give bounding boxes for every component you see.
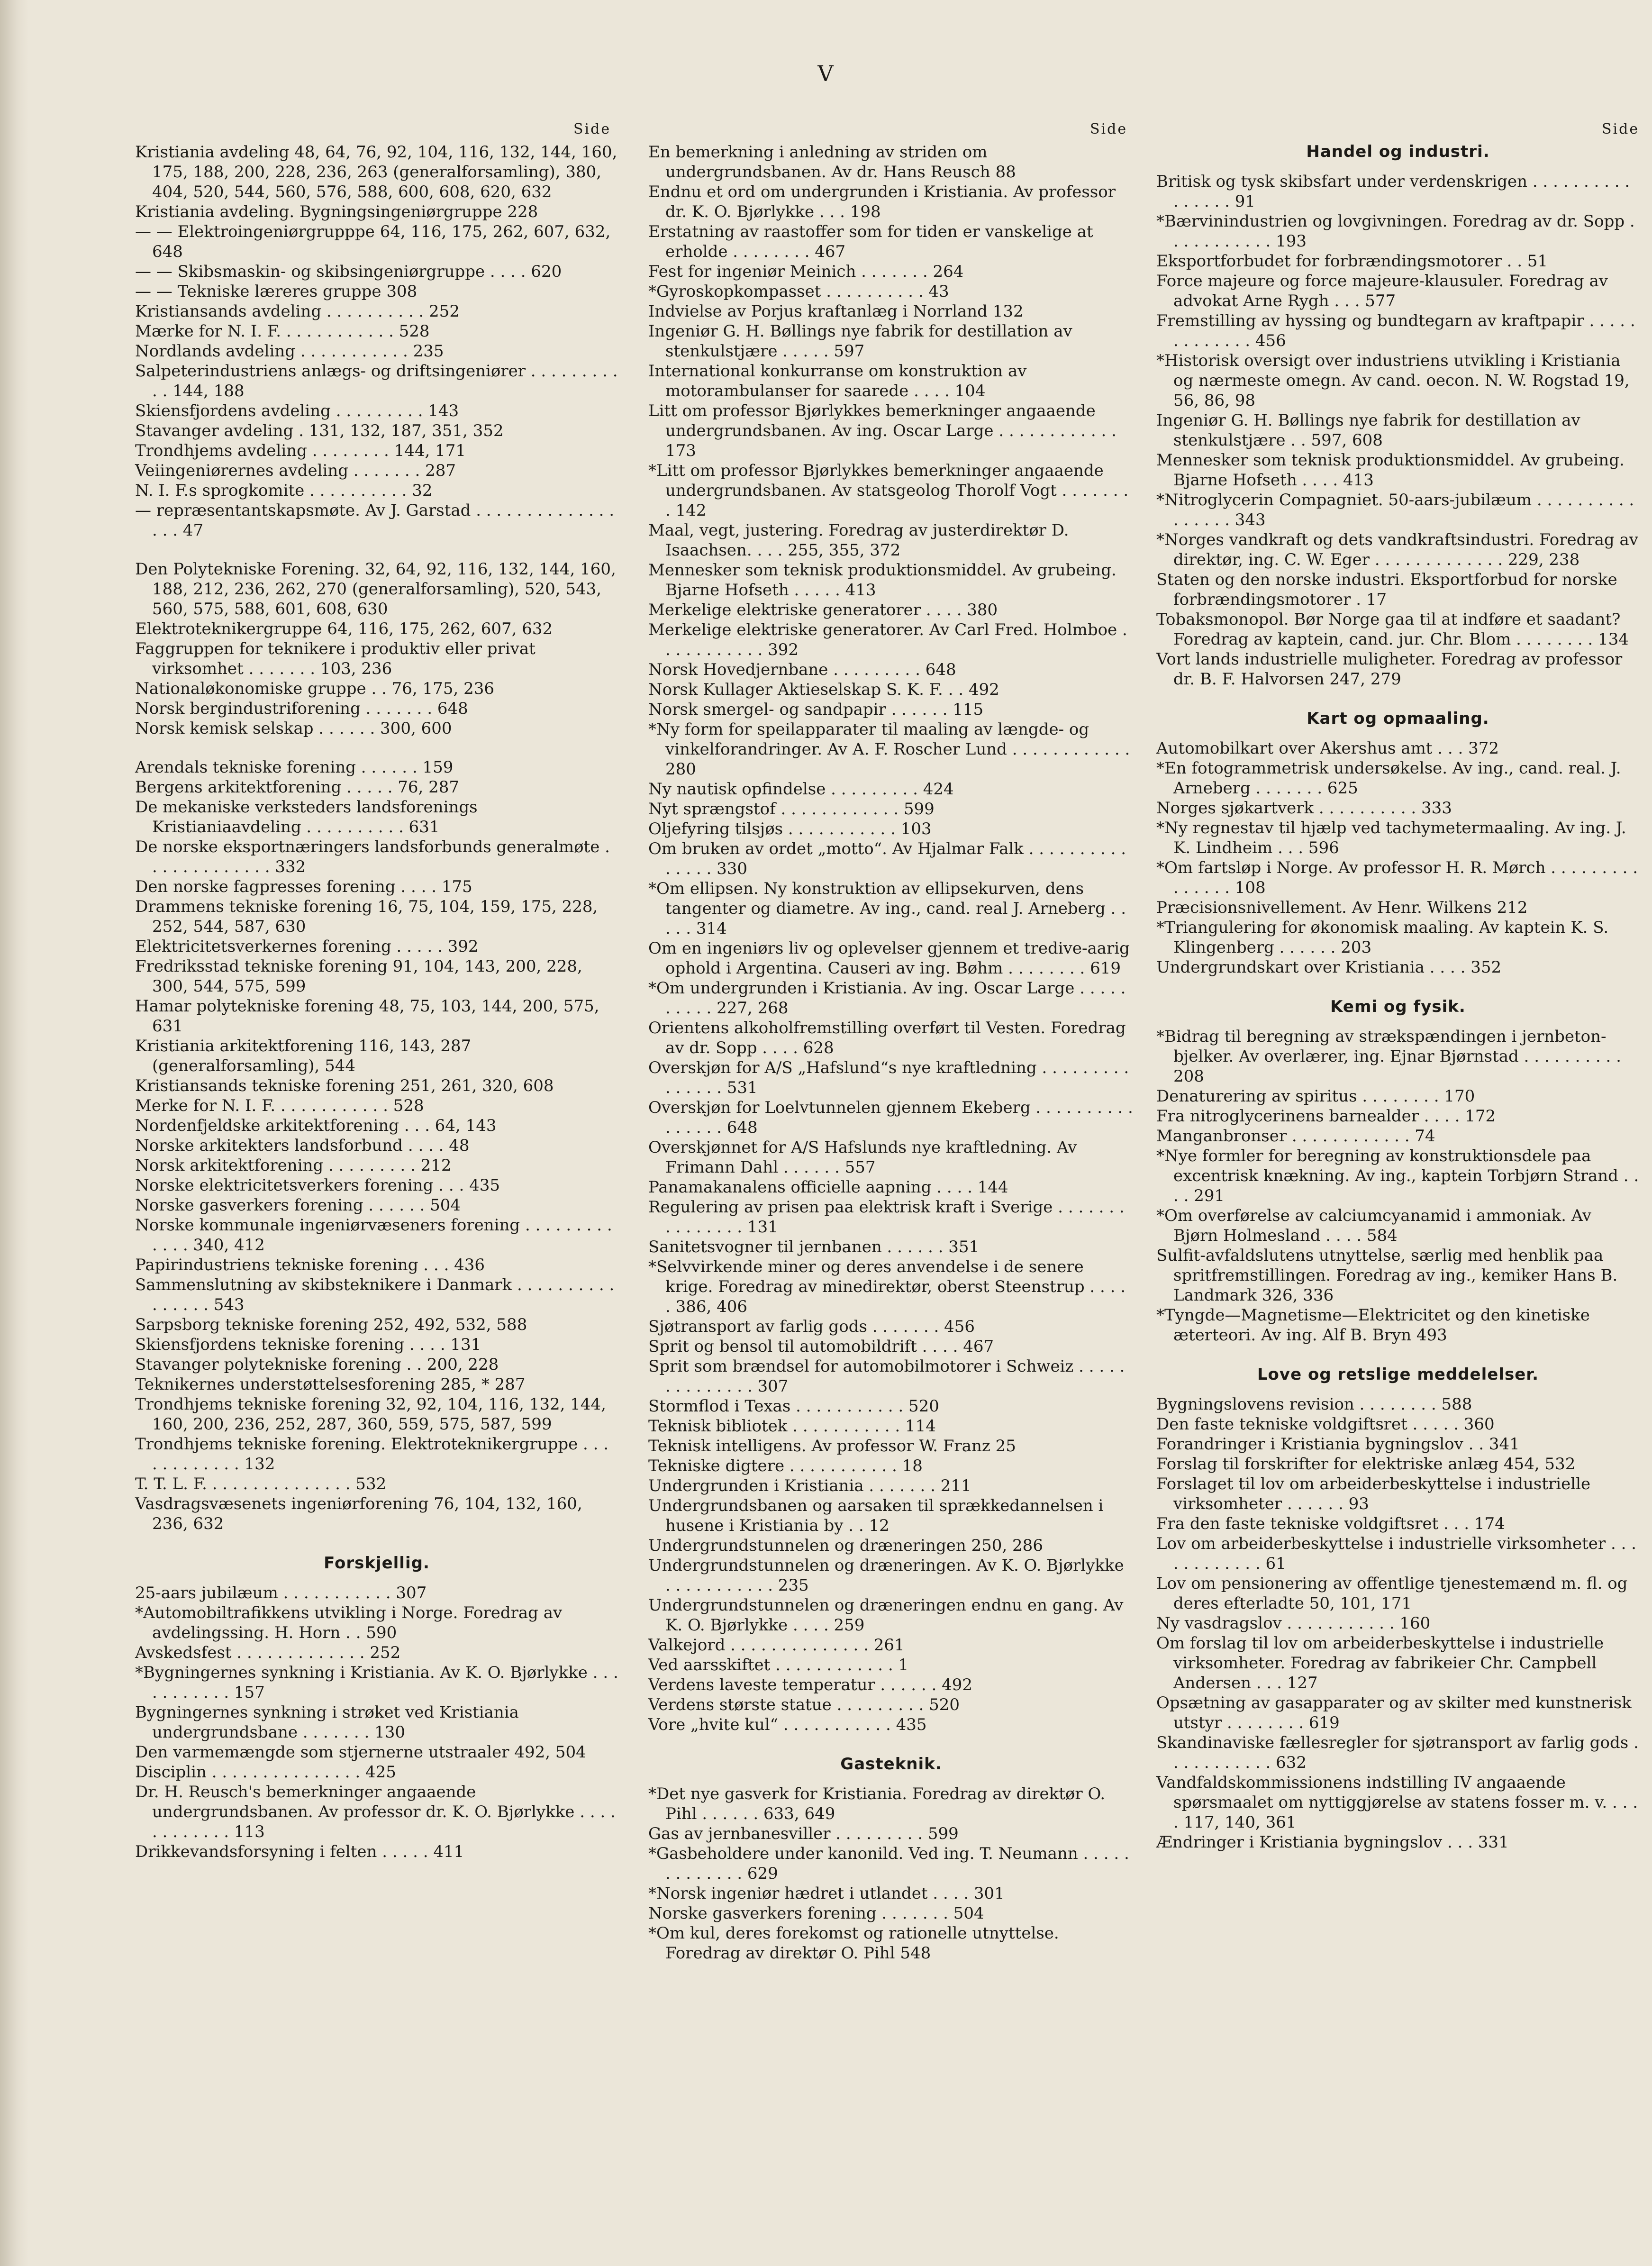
index-entry: Merkelige elektriske generatorer. Av Carl Fred. Holmboe . . . . . . . . . . . 392 <box>648 620 1127 659</box>
index-entry: *Selvvirkende miner og deres anvendelse i de senere krige. Foredrag av minedirektør, oberst Steenstrup . . . . . 386, 406 <box>648 1257 1126 1316</box>
index-entry: *Tyngde—Magnetisme—Elektricitet og den kinetiske æterteori. Av ing. Alf B. Bryn 493 <box>1156 1306 1590 1345</box>
index-entry: Valkejord . . . . . . . . . . . . . . 261 <box>648 1636 905 1655</box>
side-label-col-3: Side <box>1602 121 1640 137</box>
index-entry: De mekaniske verksteders landsforenings Kristianiaavdeling . . . . . . . . . . 631 <box>135 798 478 837</box>
index-entry: Bygningernes synkning i strøket ved Kristiania undergrundsbane . . . . . . . 130 <box>135 1703 519 1742</box>
index-entry: Manganbronser . . . . . . . . . . . . 74 <box>1156 1127 1435 1146</box>
index-entry: Faggruppen for teknikere i produktiv eller privat virksomhet . . . . . . . 103, 236 <box>135 639 536 678</box>
index-entry: Fremstilling av hyssing og bundtegarn av kraftpapir . . . . . . . . . . . . . 456 <box>1156 311 1635 350</box>
index-entry: *Om overførelse av calciumcyanamid i ammoniak. Av Bjørn Holmesland . . . . 584 <box>1156 1206 1592 1245</box>
index-entry: Trondhjems avdeling . . . . . . . . 144, 171 <box>135 441 466 460</box>
index-entry: Ved aarsskiftet . . . . . . . . . . . . 1 <box>648 1656 909 1674</box>
index-entry: Bergens arkitektforening . . . . . 76, 287 <box>135 778 459 797</box>
index-entry: Drikkevandsforsyning i felten . . . . . 411 <box>135 1842 464 1861</box>
index-entry: Norsk kemisk selskap . . . . . . 300, 600 <box>135 719 452 738</box>
index-entry: Britisk og tysk skibsfart under verdenskrigen . . . . . . . . . . . . . . . . 91 <box>1156 172 1630 211</box>
index-entry: Oljefyring tilsjøs . . . . . . . . . . . 103 <box>648 819 932 838</box>
index-entry: Fredriksstad tekniske forening 91, 104, 143, 200, 228, 300, 544, 575, 599 <box>135 957 582 996</box>
index-entry: Verdens største statue . . . . . . . . . 520 <box>648 1695 960 1714</box>
index-entry: Stavanger polytekniske forening . . 200, 228 <box>135 1355 499 1374</box>
index-entry: Norsk bergindustriforening . . . . . . . 648 <box>135 699 468 718</box>
index-entry: Force majeure og force majeure-klausuler. Foredrag av advokat Arne Rygh . . . 577 <box>1156 272 1608 310</box>
index-entry: Sammenslutning av skibsteknikere i Danmark . . . . . . . . . . . . . . . . 543 <box>135 1275 615 1314</box>
index-entry: Panamakanalens officielle aapning . . . . 144 <box>648 1178 1008 1197</box>
index-entry: Norsk Kullager Aktieselskap S. K. F. . . 492 <box>648 680 999 699</box>
index-entry: Om forslag til lov om arbeiderbeskyttelse i industrielle virksomheter. Foredrag av fabrikeier Chr. Campbell Andersen . . . 127 <box>1156 1634 1604 1693</box>
index-entry: *Bærvinindustrien og lovgivningen. Foredrag av dr. Sopp . . . . . . . . . . . 193 <box>1156 212 1635 251</box>
index-entry: *Om undergrunden i Kristiania. Av ing. Oscar Large . . . . . . . . . . 227, 268 <box>648 979 1126 1018</box>
index-entry: Vort lands industrielle muligheter. Foredrag av professor dr. B. F. Halvorsen 247, 279 <box>1156 650 1623 689</box>
section-heading: Handel og industri. <box>1306 142 1490 161</box>
index-entry: Denaturering av spiritus . . . . . . . . 170 <box>1156 1087 1475 1106</box>
index-entry: Maal, vegt, justering. Foredrag av justerdirektør D. Isaachsen. . . . 255, 355, 372 <box>648 521 1069 560</box>
index-entry: *Norges vandkraft og dets vandkraftsindustri. Foredrag av direktør, ing. C. W. Eger . . . . . . . . . . . . . 229, 238 <box>1156 530 1638 569</box>
index-entry: Norsk smergel- og sandpapir . . . . . . 115 <box>648 700 984 719</box>
index-entry: Arendals tekniske forening . . . . . . 159 <box>135 758 454 777</box>
section-heading: Forskjellig. <box>324 1554 430 1573</box>
index-entry: En bemerkning i anledning av striden om undergrundsbanen. Av dr. Hans Reusch 88 <box>648 143 1016 182</box>
index-entry: Teknikernes understøttelsesforening 285, * 287 <box>135 1375 526 1394</box>
index-entry: Disciplin . . . . . . . . . . . . . . . 425 <box>135 1763 396 1782</box>
index-entry: Mennesker som teknisk produktionsmiddel. Av grubeing. Bjarne Hofseth . . . . . 413 <box>648 561 1116 600</box>
index-entry: Sulfit-avfaldslutens utnyttelse, særlig med henblik paa spritfremstillingen. Foredrag av ing., kemiker Hans B. Landmark 326, 336 <box>1156 1246 1618 1305</box>
index-entry: Undergrundskart over Kristiania . . . . 352 <box>1156 958 1502 977</box>
index-entry: *Automobiltrafikkens utvikling i Norge. Foredrag av avdelingssing. H. Horn . . 590 <box>135 1603 563 1642</box>
index-entry: Overskjønnet for A/S Hafslunds nye kraftledning. Av Frimann Dahl . . . . . . 557 <box>648 1138 1077 1177</box>
index-entry: — repræsentantskapsmøte. Av J. Garstad . . . . . . . . . . . . . . . . . 47 <box>135 501 615 540</box>
index-entry: Stavanger avdeling . 131, 132, 187, 351, 352 <box>135 421 504 440</box>
index-entry: *Om ellipsen. Ny konstruktion av ellipsekurven, dens tangenter og diametre. Av ing., cand. real J. Arneberg . . . . . 314 <box>648 879 1126 938</box>
index-entry: Endnu et ord om undergrunden i Kristiania. Av professor dr. K. O. Bjørlykke . . . 198 <box>648 182 1116 221</box>
index-entry: Teknisk intelligens. Av professor W. Franz 25 <box>648 1437 1016 1456</box>
index-entry: *Triangulering for økonomisk maaling. Av kaptein K. S. Klingenberg . . . . . . 203 <box>1156 918 1609 957</box>
index-entry: Elektricitetsverkernes forening . . . . . 392 <box>135 937 479 956</box>
index-entry: Sjøtransport av farlig gods . . . . . . . 456 <box>648 1317 975 1336</box>
index-entry: Ingeniør G. H. Bøllings nye fabrik for destillation av stenkulstjære . . 597, 608 <box>1156 411 1580 450</box>
index-entry: Kristiania avdeling 48, 64, 76, 92, 104, 116, 132, 144, 160, 175, 188, 200, 228, 236, 263 (generalforsamling), 380, 404, 520, 544, 560, 576, 588, 600, 608, 620, 632 <box>135 143 617 201</box>
page-number: V <box>817 61 835 86</box>
index-entry: Den varmemængde som stjernerne utstraaler 492, 504 <box>135 1743 586 1762</box>
index-entry: Veiingeniørernes avdeling . . . . . . . 287 <box>135 461 456 480</box>
index-entry: Merkelige elektriske generatorer . . . . 380 <box>648 601 998 619</box>
index-entry: Papirindustriens tekniske forening . . . 436 <box>135 1256 485 1274</box>
page-binding-edge <box>0 0 28 2266</box>
index-entry: Forslaget til lov om arbeiderbeskyttelse i industrielle virksomheter . . . . . . 93 <box>1156 1474 1591 1513</box>
index-entry: Orientens alkoholfremstilling overført til Vesten. Foredrag av dr. Sopp . . . . 628 <box>648 1019 1126 1057</box>
index-entry: Vore „hvite kul“ . . . . . . . . . . . 435 <box>648 1715 927 1734</box>
index-entry: Indvielse av Porjus kraftanlæg i Norrland 132 <box>648 302 1024 321</box>
index-entry: Nyt sprængstof . . . . . . . . . . . . 599 <box>648 800 935 819</box>
index-entry: Ingeniør G. H. Bøllings nye fabrik for destillation av stenkulstjære . . . . . 597 <box>648 322 1072 361</box>
index-entry: T. T. L. F. . . . . . . . . . . . . . . 532 <box>135 1474 387 1493</box>
index-entry: Den faste tekniske voldgiftsret . . . . . 360 <box>1156 1415 1495 1434</box>
index-entry: Sarpsborg tekniske forening 252, 492, 532, 588 <box>135 1315 527 1334</box>
index-entry: International konkurranse om konstruktion av motorambulanser for saarede . . . . 104 <box>648 362 1027 400</box>
index-entry: Norges sjøkartverk . . . . . . . . . . 333 <box>1156 799 1452 818</box>
index-entry: *Litt om professor Bjørlykkes bemerkninger angaaende undergrundsbanen. Av statsgeolog Thorolf Vogt . . . . . . . . 142 <box>648 461 1129 520</box>
index-entry: Kristiansands avdeling . . . . . . . . . . 252 <box>135 302 460 321</box>
index-entry: Sanitetsvogner til jernbanen . . . . . . 351 <box>648 1238 980 1256</box>
index-entry: Norske kommunale ingeniørvæseners forening . . . . . . . . . . . . . 340, 412 <box>135 1216 612 1255</box>
index-entry: Vasdragsvæsenets ingeniørforening 76, 104, 132, 160, 236, 632 <box>135 1494 582 1533</box>
index-entry: Ny nautisk opfindelse . . . . . . . . . 424 <box>648 780 954 799</box>
index-entry: — — Tekniske læreres gruppe 308 <box>135 282 418 301</box>
index-entry: Forslag til forskrifter for elektriske anlæg 454, 532 <box>1156 1455 1576 1474</box>
index-entry: Kristiania avdeling. Bygningsingeniørgruppe 228 <box>135 202 538 221</box>
index-entry: Om en ingeniørs liv og oplevelser gjennem et tredive-aarig ophold i Argentina. Causeri av ing. Bøhm . . . . . . . . 619 <box>648 939 1130 978</box>
index-entry: *Om fartsløp i Norge. Av professor H. R. Mørch . . . . . . . . . . . . . . . 108 <box>1156 858 1638 897</box>
section-heading: Gasteknik. <box>840 1755 942 1774</box>
index-entry: Litt om professor Bjørlykkes bemerkninger angaaende undergrundsbanen. Av ing. Oscar Large . . . . . . . . . . . . 173 <box>648 401 1116 460</box>
index-entry: *Nitroglycerin Compagniet. 50-aars-jubilæum . . . . . . . . . . . . . . . . 343 <box>1156 491 1634 529</box>
index-entry: *Nye formler for beregning av konstruktionsdele paa excentrisk knækning. Av ing., kaptein Torbjørn Strand . . . . 291 <box>1156 1147 1639 1205</box>
index-entry: — — Skibsmaskin- og skibsingeniørgruppe . . . . 620 <box>135 262 562 281</box>
section-heading: Kart og opmaaling. <box>1307 709 1489 728</box>
index-entry: Eksportforbudet for forbrændingsmotorer . . 51 <box>1156 252 1548 271</box>
index-entry: Undergrundstunnelen og dræneringen 250, 286 <box>648 1536 1043 1555</box>
index-entry: Hamar polytekniske forening 48, 75, 103, 144, 200, 575, 631 <box>135 997 599 1036</box>
index-column-1 <box>135 142 618 1862</box>
index-entry: Nordenfjeldske arkitektforening . . . 64, 143 <box>135 1116 497 1135</box>
index-entry: Ny vasdragslov . . . . . . . . . . . 160 <box>1156 1614 1431 1633</box>
index-column-2 <box>648 142 1134 1963</box>
index-entry: Trondhjems tekniske forening. Elektroteknikergruppe . . . . . . . . . . . . 132 <box>135 1435 609 1474</box>
index-entry: Norsk Hovedjernbane . . . . . . . . . 648 <box>648 660 956 679</box>
index-entry: Stormflod i Texas . . . . . . . . . . . 520 <box>648 1397 939 1416</box>
index-entry: Avskedsfest . . . . . . . . . . . . . 252 <box>135 1643 401 1662</box>
index-entry: Staten og den norske industri. Eksportforbud for norske forbrændingsmotorer . 17 <box>1156 570 1617 609</box>
index-entry: Undergrunden i Kristiania . . . . . . . 211 <box>648 1476 971 1495</box>
block-spacer <box>135 738 618 757</box>
index-entry: Tekniske digtere . . . . . . . . . . . 18 <box>648 1456 923 1475</box>
index-entry: Den norske fagpresses forening . . . . 175 <box>135 877 472 896</box>
index-entry: *Ny form for speilapparater til maaling av længde- og vinkelforandringer. Av A. F. Roscher Lund . . . . . . . . . . . . 280 <box>648 720 1130 779</box>
index-entry: Forandringer i Kristiania bygningslov . . 341 <box>1156 1435 1520 1454</box>
index-column-3 <box>1156 142 1640 1852</box>
index-entry: Salpeterindustriens anlægs- og driftsingeniører . . . . . . . . . . . 144, 188 <box>135 362 618 400</box>
index-entry: Skandinaviske fællesregler for sjøtransport av farlig gods . . . . . . . . . . . 632 <box>1156 1733 1639 1772</box>
index-entry: Ændringer i Kristiania bygningslov . . . 331 <box>1156 1833 1509 1852</box>
index-entry: Vandfaldskommissionens indstilling IV angaaende spørsmaalet om nyttiggjørelse av statens fosser m. v. . . . . 117, 140, 361 <box>1156 1773 1638 1832</box>
index-entry: Mennesker som teknisk produktionsmiddel. Av grubeing. Bjarne Hofseth . . . . 413 <box>1156 451 1625 490</box>
section-heading: Love og retslige meddelelser. <box>1257 1365 1539 1384</box>
index-entry: Dr. H. Reusch's bemerkninger angaaende undergrundsbanen. Av professor dr. K. O. Bjørlykke . . . . . . . . . . . . 113 <box>135 1783 616 1841</box>
index-entry: Nordlands avdeling . . . . . . . . . . . 235 <box>135 342 444 361</box>
section-heading: Kemi og fysik. <box>1330 997 1466 1016</box>
index-entry: Bygningslovens revision . . . . . . . . 588 <box>1156 1395 1472 1414</box>
index-entry: Fest for ingeniør Meinich . . . . . . . 264 <box>648 262 964 281</box>
index-entry: Lov om arbeiderbeskyttelse i industrielle virksomheter . . . . . . . . . . . . 61 <box>1156 1534 1636 1573</box>
index-entry: *Norsk ingeniør hædret i utlandet . . . . 301 <box>648 1884 1005 1903</box>
index-entry: Teknisk bibliotek . . . . . . . . . . . 114 <box>648 1417 936 1436</box>
index-entry: Overskjøn for A/S „Hafslund“s nye kraftledning . . . . . . . . . . . . . . . 531 <box>648 1058 1129 1097</box>
index-entry: *Bidrag til beregning av strækspændingen i jernbeton-bjelker. Av overlærer, ing. Ejnar Bjørnstad . . . . . . . . . . 208 <box>1156 1027 1621 1086</box>
index-entry: — — Elektroingeniørgrupppe 64, 116, 175, 262, 607, 632, 648 <box>135 222 611 261</box>
index-entry: De norske eksportnæringers landsforbunds generalmøte . . . . . . . . . . . . . 332 <box>135 837 610 876</box>
index-entry: Om bruken av ordet „motto“. Av Hjalmar Falk . . . . . . . . . . . . . . . 330 <box>648 839 1126 878</box>
index-entry: Nationaløkonomiske gruppe . . 76, 175, 236 <box>135 679 494 698</box>
index-entry: Regulering av prisen paa elektrisk kraft i Sverige . . . . . . . . . . . . . . . 131 <box>648 1198 1125 1237</box>
index-entry: Erstatning av raastoffer som for tiden er vanskelige at erholde . . . . . . . . 467 <box>648 222 1093 261</box>
index-entry: Verdens laveste temperatur . . . . . . 492 <box>648 1675 973 1694</box>
index-entry: Opsætning av gasapparater og av skilter med kunstnerisk utstyr . . . . . . . . 619 <box>1156 1693 1632 1732</box>
side-label-col-2: Side <box>1090 121 1128 137</box>
index-entry: Norske arkitekters landsforbund . . . . 48 <box>135 1136 470 1155</box>
index-entry: Gas av jernbanesviller . . . . . . . . . 599 <box>648 1824 959 1843</box>
index-entry: Sprit og bensol til automobildrift . . . . 467 <box>648 1337 994 1356</box>
index-entry: Kristiania arkitektforening 116, 143, 287 (generalforsamling), 544 <box>135 1037 472 1075</box>
index-entry: Præcisionsnivellement. Av Henr. Wilkens 212 <box>1156 898 1528 917</box>
block-spacer <box>135 540 618 559</box>
index-entry: *En fotogrammetrisk undersøkelse. Av ing., cand. real. J. Arneberg . . . . . . . 625 <box>1156 759 1621 798</box>
index-entry: Trondhjems tekniske forening 32, 92, 104, 116, 132, 144, 160, 200, 236, 252, 287, 360, 559, 575, 587, 599 <box>135 1395 606 1434</box>
index-entry: Den Polytekniske Forening. 32, 64, 92, 116, 132, 144, 160, 188, 212, 236, 262, 270 (generalforsamling), 520, 543, 560, 575, 588, 601, 608, 630 <box>135 560 616 619</box>
index-entry: Norske elektricitetsverkers forening . . . 435 <box>135 1176 500 1195</box>
side-label-col-1: Side <box>573 121 611 137</box>
index-entry: Elektroteknikergruppe 64, 116, 175, 262, 607, 632 <box>135 619 553 638</box>
index-entry: Skiensfjordens tekniske forening . . . . 131 <box>135 1335 481 1354</box>
index-entry: Undergrundsbanen og aarsaken til sprækkedannelsen i husene i Kristiania by . . 12 <box>648 1496 1104 1535</box>
index-entry: Merke for N. I. F. . . . . . . . . . . . 528 <box>135 1096 424 1115</box>
index-entry: Norsk arkitektforening . . . . . . . . . 212 <box>135 1156 452 1175</box>
index-entry: *Om kul, deres forekomst og rationelle utnyttelse. Foredrag av direktør O. Pihl 548 <box>648 1924 1059 1963</box>
index-entry: Undergrundstunnelen og dræneringen endnu en gang. Av K. O. Bjørlykke . . . . 259 <box>648 1596 1124 1635</box>
index-entry: Mærke for N. I. F. . . . . . . . . . . . 528 <box>135 322 430 341</box>
index-entry: *Det nye gasverk for Kristiania. Foredrag av direktør O. Pihl . . . . . . 633, 649 <box>648 1784 1106 1823</box>
index-entry: Drammens tekniske forening 16, 75, 104, 159, 175, 228, 252, 544, 587, 630 <box>135 897 598 936</box>
index-entry: Automobilkart over Akershus amt . . . 372 <box>1156 739 1499 758</box>
index-entry: N. I. F.s sprogkomite . . . . . . . . . . 32 <box>135 481 433 500</box>
index-entry: Skiensfjordens avdeling . . . . . . . . . 143 <box>135 401 459 420</box>
index-entry: Overskjøn for Loelvtunnelen gjennem Ekeberg . . . . . . . . . . . . . . . . 648 <box>648 1098 1133 1137</box>
index-entry: Sprit som brændsel for automobilmotorer i Schweiz . . . . . . . . . . . . . . 307 <box>648 1357 1125 1396</box>
index-entry: Fra den faste tekniske voldgiftsret . . . 174 <box>1156 1514 1505 1533</box>
index-entry: Undergrundstunnelen og dræneringen. Av K. O. Bjørlykke . . . . . . . . . . . 235 <box>648 1556 1124 1595</box>
index-entry: *Historisk oversigt over industriens utvikling i Kristiania og nærmeste omegn. Av cand. oecon. N. W. Rogstad 19, 56, 86, 98 <box>1156 351 1630 410</box>
index-entry: *Bygningernes synkning i Kristiania. Av K. O. Bjørlykke . . . . . . . . . . . 157 <box>135 1663 618 1702</box>
index-entry: *Gasbeholdere under kanonild. Ved ing. T. Neumann . . . . . . . . . . . . . 629 <box>648 1844 1129 1883</box>
index-entry: Fra nitroglycerinens barnealder . . . . 172 <box>1156 1107 1496 1126</box>
index-entry: *Ny regnestav til hjælp ved tachymetermaaling. Av ing. J. K. Lindheim . . . 596 <box>1156 819 1626 857</box>
index-entry: Norske gasverkers forening . . . . . . 504 <box>135 1196 461 1215</box>
index-entry: Kristiansands tekniske forening 251, 261, 320, 608 <box>135 1076 554 1095</box>
index-entry: Norske gasverkers forening . . . . . . . 504 <box>648 1904 984 1923</box>
index-entry: 25-aars jubilæum . . . . . . . . . . . 307 <box>135 1583 427 1602</box>
index-entry: Lov om pensionering av offentlige tjenestemænd m. fl. og deres efterladte 50, 101, 171 <box>1156 1574 1628 1613</box>
index-entry: *Gyroskopkompasset . . . . . . . . . . 43 <box>648 282 949 301</box>
index-entry: Tobaksmonopol. Bør Norge gaa til at indføre et saadant? Foredrag av kaptein, cand. jur. Chr. Blom . . . . . . . . 134 <box>1156 610 1629 649</box>
